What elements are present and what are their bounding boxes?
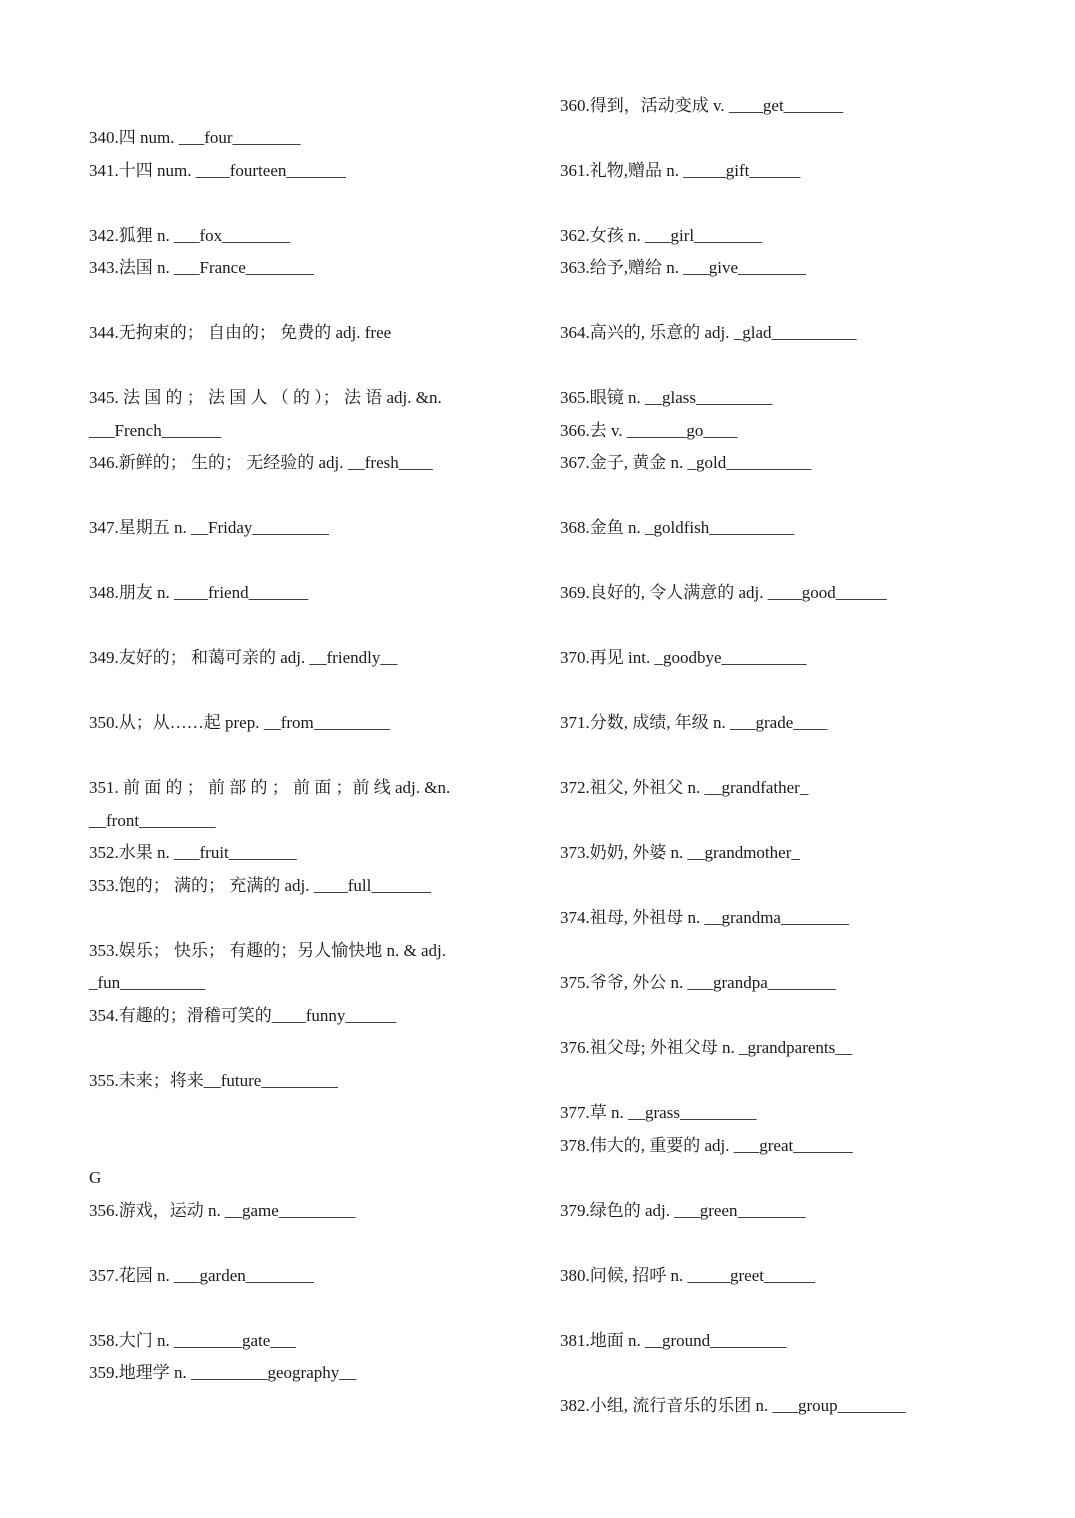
vocab-entry: 362.女孩 n. ___girl________ (560, 226, 763, 245)
section-letter-heading: G (89, 1168, 102, 1187)
vocab-entry: 368.金鱼 n. _goldfish__________ (560, 518, 795, 537)
vocab-entry: 364.高兴的, 乐意的 adj. _glad__________ (560, 323, 857, 342)
vocab-entry-continuation: ___French_______ (89, 421, 222, 440)
vocab-entry: 342.狐狸 n. ___fox________ (89, 226, 291, 245)
vocab-entry: 344.无拘束的； 自由的； 免费的 adj. free (89, 323, 392, 342)
vocab-entry: 360.得到，活动变成 v. ____get_______ (560, 96, 844, 115)
vocab-entry: 347.星期五 n. __Friday_________ (89, 518, 329, 537)
vocab-entry: 361.礼物,赠品 n. _____gift______ (560, 161, 801, 180)
vocab-entry-continuation: __front_________ (89, 811, 216, 830)
vocab-entry: 351. 前 面 的 ； 前 部 的 ； 前 面 ；前 线 adj. &n. (89, 778, 451, 797)
vocab-entry: 381.地面 n. __ground_________ (560, 1331, 787, 1350)
vocab-entry: 358.大门 n. ________gate___ (89, 1331, 296, 1350)
vocab-entry: 341.十四 num. ____fourteen_______ (89, 161, 346, 180)
vocab-entry: 349.友好的； 和蔼可亲的 adj. __friendly__ (89, 648, 398, 667)
vocab-entry: 369.良好的, 令人满意的 adj. ____good______ (560, 583, 887, 602)
vocab-entry: 356.游戏，运动 n. __game_________ (89, 1201, 356, 1220)
vocab-entry: 352.水果 n. ___fruit________ (89, 843, 297, 862)
vocab-entry: 353.饱的； 满的； 充满的 adj. ____full_______ (89, 876, 431, 895)
vocab-entry: 367.金子, 黄金 n. _gold__________ (560, 453, 812, 472)
vocab-entry: 357.花园 n. ___garden________ (89, 1266, 314, 1285)
vocab-entry: 377.草 n. __grass_________ (560, 1103, 757, 1122)
vocab-entry: 378.伟大的, 重要的 adj. ___great_______ (560, 1136, 853, 1155)
vocab-entry: 376.祖父母; 外祖父母 n. _grandparents__ (560, 1038, 853, 1057)
vocab-entry: 355.未来；将来__future_________ (89, 1071, 338, 1090)
vocab-entry: 343.法国 n. ___France________ (89, 258, 314, 277)
vocab-entry: 346.新鲜的； 生的； 无经验的 adj. __fresh____ (89, 453, 433, 472)
vocab-entry: 380.问候, 招呼 n. _____greet______ (560, 1266, 815, 1285)
vocab-entry: 359.地理学 n. _________geography__ (89, 1363, 357, 1382)
vocab-entry-continuation: _fun__________ (89, 973, 206, 992)
vocab-entry: 365.眼镜 n. __glass_________ (560, 388, 773, 407)
vocab-entry: 375.爷爷, 外公 n. ___grandpa________ (560, 973, 836, 992)
vocab-entry: 366.去 v. _______go____ (560, 421, 738, 440)
vocab-entry: 350.从；从……起 prep. __from_________ (89, 713, 391, 732)
vocab-entry: 370.再见 int. _goodbye__________ (560, 648, 807, 667)
vocab-entry: 363.给予,赠给 n. ___give________ (560, 258, 807, 277)
vocab-entry: 371.分数, 成绩, 年级 n. ___grade____ (560, 713, 828, 732)
vocab-entry: 379.绿色的 adj. ___green________ (560, 1201, 806, 1220)
vocab-entry: 353.娱乐； 快乐； 有趣的；另人愉快地 n. & adj. (89, 941, 446, 960)
vocab-entry: 373.奶奶, 外婆 n. __grandmother_ (560, 843, 800, 862)
vocab-entry: 374.祖母, 外祖母 n. __grandma________ (560, 908, 849, 927)
vocab-entry: 354.有趣的；滑稽可笑的____funny______ (89, 1006, 397, 1025)
vocab-entry: 372.祖父, 外祖父 n. __grandfather_ (560, 778, 809, 797)
vocab-entry: 340.四 num. ___four________ (89, 128, 301, 147)
vocab-entry: 382.小组, 流行音乐的乐团 n. ___group________ (560, 1396, 906, 1415)
vocab-entry: 348.朋友 n. ____friend_______ (89, 583, 309, 602)
vocab-entry: 345. 法 国 的 ； 法 国 人 （ 的 ）； 法 语 adj. &n. (89, 388, 442, 407)
